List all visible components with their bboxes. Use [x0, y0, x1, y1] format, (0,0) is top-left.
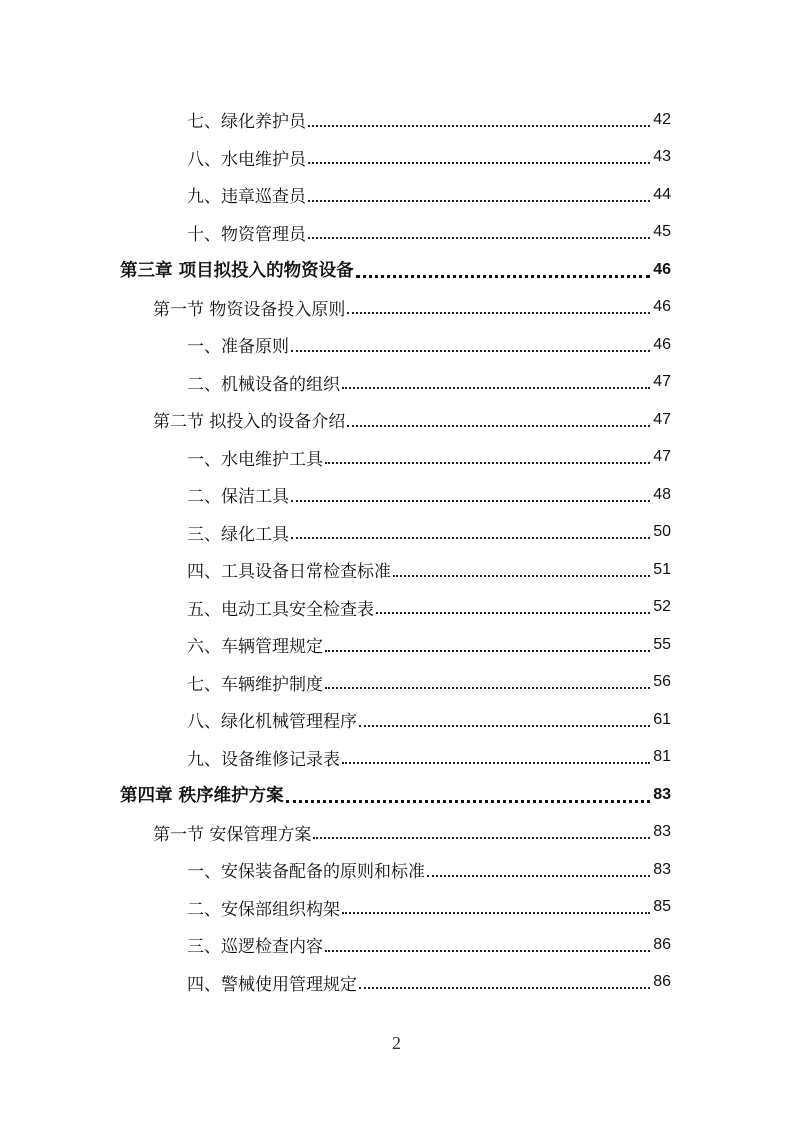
toc-entry-title: 七、车辆维护制度: [187, 674, 323, 695]
toc-entry-page: 47: [653, 448, 671, 466]
toc-entry[interactable]: [0, 889, 793, 927]
toc-section-title: 第一节 物资设备投入原则: [153, 299, 346, 320]
dot-leader: [308, 123, 650, 127]
dot-leader: [325, 685, 650, 689]
toc-entry-page: 83: [653, 860, 671, 878]
toc-entry[interactable]: [0, 664, 793, 702]
toc-entry-title: 八、水电维护员: [187, 149, 306, 170]
toc-entry-page: 86: [653, 935, 671, 953]
toc-entry-page: 61: [653, 710, 671, 728]
toc-chapter-page: 83: [653, 785, 671, 803]
toc-entry-page: 47: [653, 373, 671, 391]
toc-entry[interactable]: [0, 476, 793, 514]
toc-chapter-title: 第三章 项目拟投入的物资设备: [120, 261, 354, 282]
toc-entry-page: 46: [653, 335, 671, 353]
dot-leader: [325, 648, 650, 652]
dot-leader: [427, 873, 650, 877]
toc-entry[interactable]: [0, 926, 793, 964]
toc-entry-page: 51: [653, 560, 671, 578]
toc-entry[interactable]: [0, 701, 793, 739]
toc-section-title: 第二节 拟投入的设备介绍: [153, 412, 346, 433]
dot-leader: [291, 535, 650, 539]
toc-entry-title: 一、水电维护工具: [187, 449, 323, 470]
toc-entry-title: 二、机械设备的组织: [187, 374, 340, 395]
toc-section-page: 46: [653, 298, 671, 316]
dot-leader: [286, 797, 651, 803]
dot-leader: [308, 160, 650, 164]
dot-leader: [291, 498, 650, 502]
toc-entry[interactable]: [0, 626, 793, 664]
toc-entry[interactable]: [0, 851, 793, 889]
toc-entry-page: 56: [653, 673, 671, 691]
dot-leader: [347, 423, 650, 427]
toc-entry-title: 三、巡逻检查内容: [187, 937, 323, 958]
toc-entry-page: 85: [653, 898, 671, 916]
dot-leader: [342, 910, 650, 914]
toc-entry[interactable]: [0, 101, 793, 139]
toc-entry[interactable]: [0, 964, 793, 1002]
toc-chapter[interactable]: [0, 251, 793, 289]
toc-entry[interactable]: [0, 439, 793, 477]
toc-section-page: 47: [653, 410, 671, 428]
toc-entry-title: 一、安保装备配备的原则和标准: [187, 862, 425, 883]
table-of-contents: [0, 101, 793, 1001]
toc-entry-title: 二、安保部组织构架: [187, 899, 340, 920]
page-number: 2: [392, 1033, 401, 1053]
dot-leader: [308, 235, 650, 239]
toc-section-page: 83: [653, 823, 671, 841]
toc-entry-title: 二、保洁工具: [187, 487, 289, 508]
toc-entry[interactable]: [0, 139, 793, 177]
toc-entry-title: 十、物资管理员: [187, 224, 306, 245]
toc-entry-page: 42: [653, 110, 671, 128]
toc-chapter[interactable]: [0, 776, 793, 814]
dot-leader: [376, 610, 650, 614]
toc-entry-page: 55: [653, 635, 671, 653]
toc-entry-page: 48: [653, 485, 671, 503]
toc-entry-title: 一、准备原则: [187, 337, 289, 358]
dot-leader: [347, 310, 650, 314]
toc-entry-title: 四、警械使用管理规定: [187, 974, 357, 995]
toc-entry-page: 50: [653, 523, 671, 541]
toc-entry[interactable]: [0, 739, 793, 777]
toc-chapter-title: 第四章 秩序维护方案: [120, 786, 284, 807]
toc-entry-title: 三、绿化工具: [187, 524, 289, 545]
toc-entry-title: 九、违章巡查员: [187, 187, 306, 208]
dot-leader: [291, 348, 650, 352]
toc-entry[interactable]: [0, 364, 793, 402]
toc-section[interactable]: [0, 289, 793, 327]
dot-leader: [359, 985, 650, 989]
toc-entry-page: 81: [653, 748, 671, 766]
dot-leader: [342, 385, 650, 389]
toc-entry-page: 52: [653, 598, 671, 616]
dot-leader: [308, 198, 650, 202]
toc-entry-title: 六、车辆管理规定: [187, 637, 323, 658]
toc-entry[interactable]: [0, 589, 793, 627]
dot-leader: [359, 723, 650, 727]
toc-entry-title: 五、电动工具安全检查表: [187, 599, 374, 620]
toc-entry-page: 43: [653, 148, 671, 166]
toc-entry-page: 44: [653, 185, 671, 203]
toc-entry-page: 86: [653, 973, 671, 991]
toc-section[interactable]: [0, 401, 793, 439]
dot-leader: [393, 573, 650, 577]
toc-entry[interactable]: [0, 551, 793, 589]
toc-entry[interactable]: [0, 326, 793, 364]
dot-leader: [356, 272, 651, 278]
toc-section[interactable]: [0, 814, 793, 852]
toc-entry-page: 45: [653, 223, 671, 241]
toc-entry[interactable]: [0, 514, 793, 552]
dot-leader: [325, 948, 650, 952]
toc-chapter-page: 46: [653, 260, 671, 278]
dot-leader: [313, 835, 650, 839]
toc-entry[interactable]: [0, 214, 793, 252]
toc-entry[interactable]: [0, 176, 793, 214]
toc-entry-title: 七、绿化养护员: [187, 112, 306, 133]
toc-entry-title: 九、设备维修记录表: [187, 749, 340, 770]
toc-entry-title: 四、工具设备日常检查标准: [187, 562, 391, 583]
dot-leader: [342, 760, 650, 764]
toc-section-title: 第一节 安保管理方案: [153, 824, 312, 845]
dot-leader: [325, 460, 650, 464]
toc-entry-title: 八、绿化机械管理程序: [187, 712, 357, 733]
